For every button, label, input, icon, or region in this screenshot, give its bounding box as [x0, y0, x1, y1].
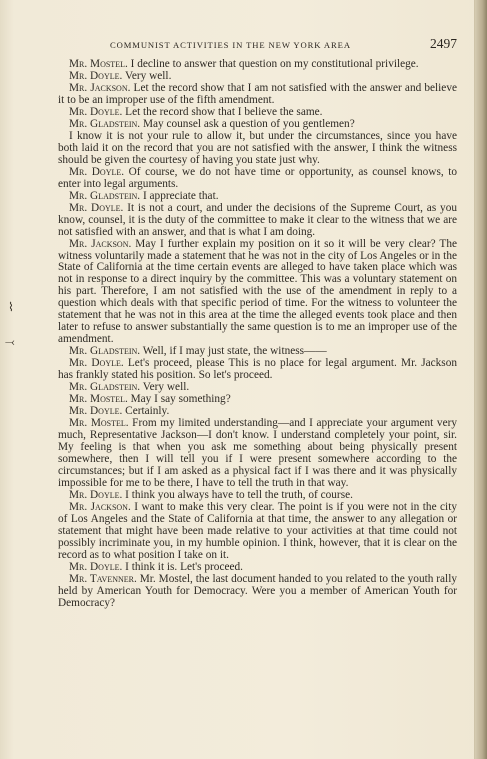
speaker: Mr. Gladstein. — [69, 189, 141, 202]
paragraph — [58, 203, 457, 239]
paragraph — [58, 239, 457, 347]
paragraph-text: It is not a court, and under the decisions of the Supreme Court, as you know, counsel, it is the duty of the committee to make it clear to the witness that we are not satisfied with an answer, and that is what I am doing. — [58, 201, 457, 238]
margin-bracket-icon: ⌇ — [8, 300, 14, 314]
testimony-text — [58, 59, 457, 610]
paragraph-text: Let the record show that I am not satisfied with the answer and believe it to be an improper use of the fifth amendment. — [58, 81, 457, 106]
paragraph — [58, 574, 457, 610]
speaker: Mr. Doyle. — [69, 357, 124, 370]
speaker: Mr. Mostel. — [69, 417, 129, 430]
paragraph-text: May I further explain my position on it so it will be very clear? The witness voluntarily made a statement that he was not in the city of Los Angeles or in the State of California at the time certain events are alleged to have taken place which was not in response to a direct inquiry by the committee. This was a voluntary statement on his part. Therefore, I am not satisfied with the use of the amendment in reply to a question which deals with that specific period of time. For the witness to volunteer the statement that he was not in this area at the time the alleged events took place and then later to refuse to answer substantially the same question is to me an improper use of the amendment. — [58, 237, 457, 346]
speaker: Mr. Gladstein. — [69, 381, 141, 394]
speaker: Mr. Doyle. — [69, 105, 123, 118]
book-spine-edge — [475, 0, 487, 759]
paragraph-text: Very well. — [122, 69, 172, 82]
speaker: Mr. Jackson. — [69, 500, 131, 513]
paragraph-text: May counsel ask a question of you gentlemen? — [140, 117, 355, 130]
speaker: Mr. Doyle. — [69, 488, 123, 501]
paragraph-text: I want to make this very clear. The point is if you were not in the city of Los Angeles and the State of California at that time, the answer to any allegation or statement that might have been made relative to your activities at that time could not possibly incriminate you, in my humble opinion. I think, however, that it is clear on the record as to what position I take on it. — [58, 500, 457, 561]
paragraph-text: Very well. — [140, 381, 190, 394]
speaker: Mr. Jackson. — [69, 81, 131, 94]
speaker: Mr. Doyle. — [69, 165, 125, 178]
speaker: Mr. Doyle. — [69, 560, 123, 573]
speaker: Mr. Doyle. — [69, 201, 124, 214]
paragraph — [58, 418, 457, 490]
paragraph-text: Certainly. — [122, 405, 170, 418]
paragraph — [58, 167, 457, 191]
paragraph — [58, 83, 457, 107]
paragraph-text: Let the record show that I believe the same. — [122, 105, 323, 118]
paragraph-text: May I say something? — [127, 393, 231, 406]
paragraph-text: Mr. Mostel, the last document handed to you related to the youth rally held by American Youth for Democracy. Were you a member of American Youth for Democracy? — [58, 572, 457, 609]
margin-arrow-icon: ⤙ — [5, 335, 15, 349]
speaker: Mr. Mostel. — [69, 393, 128, 406]
paragraph-text: I decline to answer that question on my constitutional privilege. — [127, 58, 419, 70]
speaker: Mr. Gladstein. — [69, 345, 141, 358]
speaker: Mr. Mostel. — [69, 58, 128, 70]
running-head-title: COMMUNIST ACTIVITIES IN THE NEW YORK AREA — [110, 40, 351, 50]
paragraph — [58, 131, 457, 167]
page-number: 2497 — [430, 36, 457, 51]
speaker: Mr. Gladstein. — [69, 117, 141, 130]
paragraph — [58, 502, 457, 562]
speaker: Mr. Tavenner. — [69, 572, 137, 585]
speaker: Mr. Doyle. — [69, 69, 123, 82]
paragraph — [58, 358, 457, 382]
paragraph-text: Of course, we do not have time or opportunity, as counsel knows, to enter into legal arguments. — [58, 165, 458, 190]
paragraph-text: I know it is not your rule to allow it, but under the circumstances, since you have both laid it on the record that you are not satisfied with the answer, I think the witness should be given the courtesy of having you state just why. — [58, 129, 457, 166]
paragraph-text: I think it is. Let's proceed. — [122, 560, 243, 573]
speaker: Mr. Doyle. — [69, 405, 123, 418]
paragraph-text: Well, if I may just state, the witness—— — [140, 345, 327, 358]
speaker: Mr. Jackson. — [69, 237, 132, 250]
paragraph-text: I think you always have to tell the truth, of course. — [122, 488, 353, 501]
paragraph-text: From my limited understanding—and I appreciate your argument very much, Representative Jackson—I don't know. I understand completely your point, sir. My feeling is that when you ask me something about being physically present somewhere, then I will tell you if I were present somewhere according to the circumstances; but if I am asked as a physical fact if I was there and it was physically impossible for me to be there, I have to tell the truth in that way. — [58, 417, 457, 489]
paragraph-text: I appreciate that. — [140, 189, 219, 202]
running-head — [60, 36, 457, 54]
paragraph-text: Let's proceed, please This is no place for legal argument. Mr. Jackson has frankly stated his position. So let's proceed. — [58, 357, 458, 382]
